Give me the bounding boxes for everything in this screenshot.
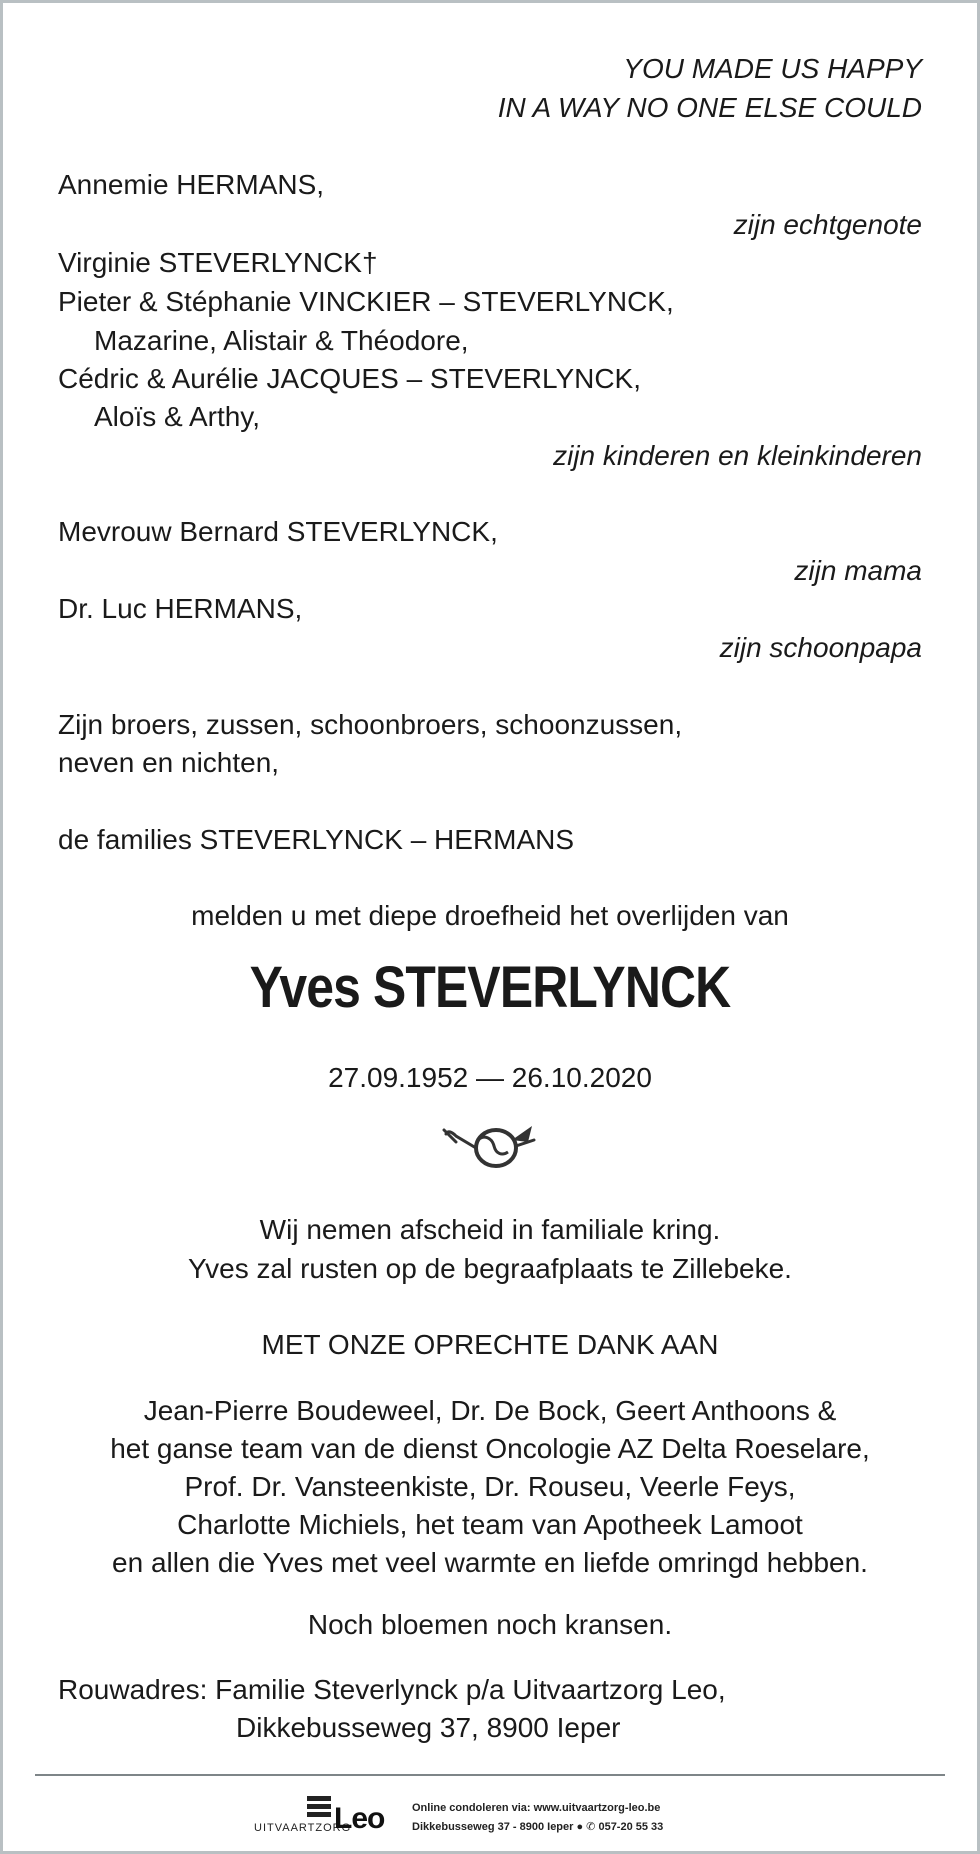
farewell-line-1: Wij nemen afscheid in familiale kring. — [259, 1214, 721, 1245]
grandchildren-3: Aloïs & Arthy, — [94, 401, 260, 432]
footer-divider — [35, 1774, 945, 1776]
thanks-line-4: Charlotte Michiels, het team van Apotheek Lamoot — [177, 1509, 803, 1540]
thanks-line-5: en allen die Yves met veel warmte en liefde omringd hebben. — [112, 1547, 868, 1578]
siblings-line-1: Zijn broers, zussen, schoonbroers, schoonzussen, — [58, 709, 683, 740]
online-condolences: Online condoleren via: www.uitvaartzorg-leo.be — [412, 1802, 661, 1814]
fatherinlaw-role: zijn schoonpapa — [719, 632, 922, 663]
child-2: Pieter & Stéphanie VINCKIER – STEVERLYNCK, — [58, 286, 674, 317]
mother-name: Mevrouw Bernard STEVERLYNCK, — [58, 516, 498, 547]
motto-line-1: YOU MADE US HAPPY — [623, 53, 922, 84]
thanks-line-1: Jean-Pierre Boudeweel, Dr. De Bock, Geert Anthoons & — [143, 1395, 837, 1426]
thanks-heading: MET ONZE OPRECHTE DANK AAN — [261, 1329, 719, 1360]
address-line-1: Rouwadres: Familie Steverlynck p/a Uitvaartzorg Leo, — [58, 1674, 726, 1705]
fatherinlaw-name: Dr. Luc HERMANS, — [58, 593, 303, 624]
life-dates: 27.09.1952 — 26.10.2020 — [328, 1062, 652, 1093]
children-role: zijn kinderen en kleinkinderen — [553, 440, 922, 471]
logo-name: Leo — [334, 1802, 385, 1835]
flowers-note: Noch bloemen noch kransen. — [307, 1609, 673, 1640]
thanks-line-2: het ganse team van de dienst Oncologie AZ Delta Roeselare, — [110, 1433, 870, 1464]
spouse-role: zijn echtgenote — [733, 209, 922, 240]
spouse-name: Annemie HERMANS, — [58, 169, 325, 200]
grandchildren-2: Mazarine, Alistair & Théodore, — [94, 325, 469, 356]
deceased-name: Yves STEVERLYNCK — [249, 955, 731, 1020]
logo-prefix: UITVAARTZORG — [254, 1822, 352, 1834]
siblings-line-2: neven en nichten, — [58, 747, 280, 778]
funeral-home-logo-icon — [305, 1792, 333, 1825]
funeral-home-contact: Dikkebusseweg 37 - 8900 Ieper ● ✆ 057-20 55 33 — [412, 1821, 664, 1833]
child-3: Cédric & Aurélie JACQUES – STEVERLYNCK, — [58, 363, 642, 394]
funeral-home-footer — [0, 1788, 980, 1848]
announcement: melden u met diepe droefheid het overlijden van — [191, 900, 789, 931]
motto-line-2: IN A WAY NO ONE ELSE COULD — [497, 92, 922, 123]
farewell-line-2: Yves zal rusten op de begraafplaats te Zillebeke. — [188, 1253, 792, 1284]
hunting-horn-icon — [442, 1120, 538, 1179]
child-1: Virginie STEVERLYNCK† — [58, 247, 378, 278]
thanks-line-3: Prof. Dr. Vansteenkiste, Dr. Rouseu, Veerle Feys, — [184, 1471, 796, 1502]
families: de families STEVERLYNCK – HERMANS — [58, 824, 575, 855]
address-line-2: Dikkebusseweg 37, 8900 Ieper — [236, 1712, 621, 1743]
mother-role: zijn mama — [794, 555, 922, 586]
